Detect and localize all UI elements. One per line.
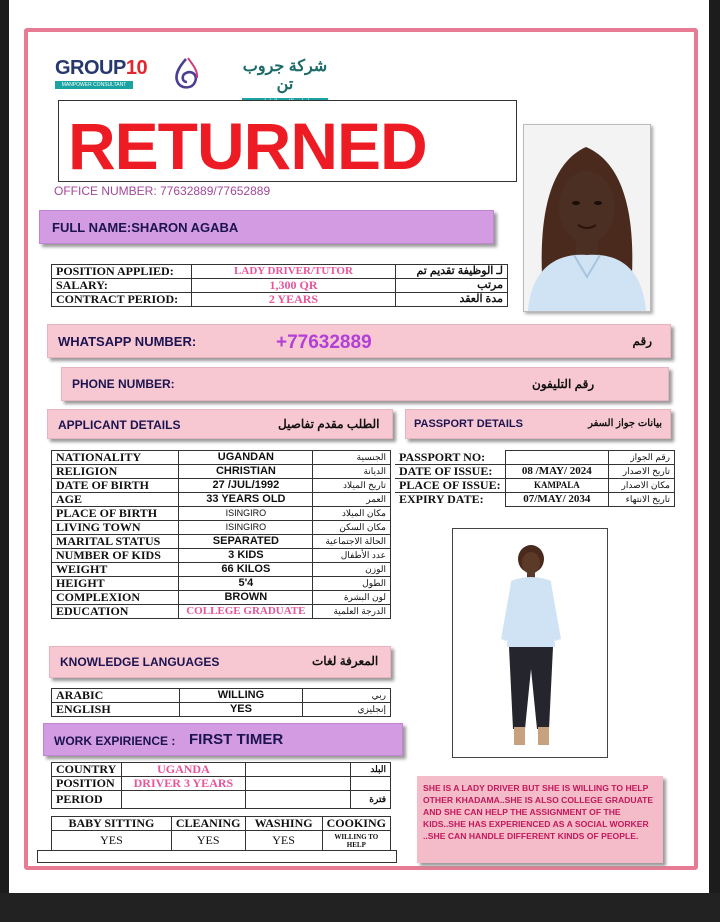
country-value: UGANDA <box>121 763 245 777</box>
position-value: LADY DRIVER/TUTOR <box>192 265 396 279</box>
applicant-table <box>51 450 391 619</box>
arabic-ar: ربي <box>303 689 391 703</box>
position-work-value: DRIVER 3 YEARS <box>121 777 245 791</box>
issue-date-value: 08 /MAY/ 2024 <box>505 465 609 479</box>
table-row <box>52 535 391 549</box>
kids-label: NUMBER OF KIDS <box>52 549 179 563</box>
table-row <box>52 831 391 851</box>
table-row <box>52 763 391 777</box>
logo-text-a: GROUP <box>55 57 126 79</box>
phone-ar: رقم التليفون <box>532 377 595 391</box>
table-row <box>52 703 391 717</box>
full-name-bar <box>39 210 494 244</box>
issue-place-value: KAMPALA <box>505 479 609 493</box>
religion-value: CHRISTIAN <box>179 465 313 479</box>
arabic-value: WILLING <box>179 689 303 703</box>
group10-logo <box>55 57 148 92</box>
expiry-ar: تاريخ الانتهاء <box>609 493 675 507</box>
pob-value: ISINGIRO <box>179 507 313 521</box>
pob-ar: مكان الميلاد <box>313 507 391 521</box>
swirl-logo-icon <box>168 56 204 92</box>
table-row <box>395 479 675 493</box>
salary-value: 1,300 QR <box>192 279 396 293</box>
contract-value: 2 YEARS <box>192 293 396 307</box>
height-label: HEIGHT <box>52 577 179 591</box>
living-town-ar: مكان السكن <box>313 521 391 535</box>
table-row <box>395 493 675 507</box>
pob-label: PLACE OF BIRTH <box>52 507 179 521</box>
weight-ar: الوزن <box>313 563 391 577</box>
salary-label: SALARY: <box>52 279 192 293</box>
passport-details-bar <box>405 409 671 439</box>
table-row <box>52 293 508 307</box>
marital-label: MARITAL STATUS <box>52 535 179 549</box>
age-label: AGE <box>52 493 179 507</box>
passport-no-value <box>505 451 609 465</box>
table-row <box>52 493 391 507</box>
passport-details-label: PASSPORT DETAILS <box>414 418 523 430</box>
position-work-ar <box>351 777 391 791</box>
table-row <box>52 577 391 591</box>
bottom-strip <box>0 893 720 922</box>
position-label: POSITION APPLIED: <box>52 265 192 279</box>
english-value: YES <box>179 703 303 717</box>
work-experience-value: FIRST TIMER <box>189 731 284 748</box>
table-row <box>395 451 675 465</box>
passport-no-ar: رقم الجواز <box>609 451 675 465</box>
english-ar: إنجليزي <box>303 703 391 717</box>
table-row <box>395 465 675 479</box>
living-town-label: LIVING TOWN <box>52 521 179 535</box>
complexion-label: COMPLEXION <box>52 591 179 605</box>
skill-header: BABY SITTING <box>52 817 172 831</box>
table-row <box>52 549 391 563</box>
table-row <box>52 479 391 493</box>
passport-details-ar: بيانات جواز السفر <box>588 418 662 429</box>
dob-ar: تاريخ الميلاد <box>313 479 391 493</box>
kids-ar: عدد الأطفال <box>313 549 391 563</box>
marital-value: SEPARATED <box>179 535 313 549</box>
full-name: FULL NAME:SHARON AGABA <box>52 220 239 235</box>
full-body-photo <box>452 528 608 758</box>
table-row <box>52 689 391 703</box>
table-row <box>52 451 391 465</box>
whatsapp-number: +77632889 <box>276 332 372 353</box>
nationality-ar: الجنسية <box>313 451 391 465</box>
remarks-note: SHE IS A LADY DRIVER BUT SHE IS WILLING TO HELP OTHER KHADAMA..SHE IS ALSO COLLEGE GRADUATE AND SHE CAN HELP THE ASSIGNMENT OF THE KIDS..SHE HAS EXPERIENCED AS A SOCIAL WORKER ..SHE CAN HANDLE DIFFERENT KINDS OF PEOPLE. <box>417 776 663 863</box>
languages-ar: المعرفة لغات <box>312 654 379 668</box>
dob-value: 27 /JUL/1992 <box>179 479 313 493</box>
arabic-logo-text: شركة جروب تن <box>242 58 328 93</box>
arabic-label: ARABIC <box>52 689 180 703</box>
contract-ar: مدة العقد <box>396 293 508 307</box>
kids-value: 3 KIDS <box>179 549 313 563</box>
education-ar: الدرجة العلمية <box>313 605 391 619</box>
weight-label: WEIGHT <box>52 563 179 577</box>
table-row <box>52 591 391 605</box>
work-experience-bar <box>43 723 403 756</box>
skills-table <box>51 816 391 851</box>
complexion-value: BROWN <box>179 591 313 605</box>
table-row <box>52 507 391 521</box>
country-label: COUNTRY <box>52 763 122 777</box>
country-ar: البلد <box>351 763 391 777</box>
phone-bar <box>61 367 669 401</box>
applicant-details-bar <box>47 409 393 439</box>
skill-value: YES <box>245 831 322 851</box>
skill-value: YES <box>52 831 172 851</box>
position-work-label: POSITION <box>52 777 122 791</box>
skill-value: YES <box>171 831 245 851</box>
table-row <box>52 279 508 293</box>
skill-header: CLEANING <box>171 817 245 831</box>
dob-label: DATE OF BIRTH <box>52 479 179 493</box>
age-value: 33 YEARS OLD <box>179 493 313 507</box>
period-value <box>121 791 245 809</box>
issue-date-ar: تاريخ الاصدار <box>609 465 675 479</box>
applicant-details-label: APPLICANT DETAILS <box>58 418 181 432</box>
languages-table <box>51 688 391 717</box>
period-label: PERIOD <box>52 791 122 809</box>
position-ar: لـ الوظيفة تقديم تم <box>396 265 508 279</box>
complexion-ar: لون البشرة <box>313 591 391 605</box>
salary-ar: مرتب <box>396 279 508 293</box>
education-value: COLLEGE GRADUATE <box>179 605 313 619</box>
english-label: ENGLISH <box>52 703 180 717</box>
table-row <box>52 563 391 577</box>
phone-label: PHONE NUMBER: <box>72 377 175 391</box>
nationality-label: NATIONALITY <box>52 451 179 465</box>
work-table <box>51 762 391 809</box>
age-ar: العمر <box>313 493 391 507</box>
marital-ar: الحالة الاجتماعية <box>313 535 391 549</box>
applicant-details-ar: الطلب مقدم تفاصيل <box>278 417 380 431</box>
work-experience-label: WORK EXPIRIENCE : <box>54 734 176 748</box>
skill-value: WILLING TO HELP <box>322 831 390 851</box>
table-row <box>52 521 391 535</box>
logo-text-b: 10 <box>125 57 148 79</box>
issue-place-ar: مكان الاصدار <box>609 479 675 493</box>
empty-row <box>37 850 397 863</box>
weight-value: 66 KILOS <box>179 563 313 577</box>
arabic-logo <box>242 58 328 94</box>
whatsapp-bar <box>47 324 671 358</box>
portrait-photo <box>523 124 651 312</box>
expiry-label: EXPIRY DATE: <box>399 492 484 507</box>
returned-stamp: RETURNED <box>68 109 427 183</box>
issue-place-label: PLACE OF ISSUE: <box>395 479 505 493</box>
whatsapp-label: WHATSAPP NUMBER: <box>58 334 197 349</box>
nationality-value: UGANDAN <box>179 451 313 465</box>
table-row <box>52 265 508 279</box>
languages-label: KNOWLEDGE LANGUAGES <box>60 655 220 669</box>
issue-date-label: DATE OF ISSUE: <box>395 465 505 479</box>
living-town-value: ISINGIRO <box>179 521 313 535</box>
languages-bar <box>49 646 391 678</box>
religion-ar: الديانة <box>313 465 391 479</box>
whatsapp-ar: رقم <box>632 334 652 348</box>
height-ar: الطول <box>313 577 391 591</box>
religion-label: RELIGION <box>52 465 179 479</box>
office-number: OFFICE NUMBER: 77632889/77652889 <box>54 184 271 198</box>
passport-table <box>395 450 675 507</box>
passport-no-label: PASSPORT NO: <box>395 451 505 465</box>
table-row <box>52 777 391 791</box>
period-ar: فترة <box>351 791 391 809</box>
logo-subtitle: MANPOWER CONSULTANT <box>55 81 133 89</box>
table-row <box>52 791 391 809</box>
education-label: EDUCATION <box>52 605 179 619</box>
expiry-value: 07/MAY/ 2034 <box>505 493 609 507</box>
table-row <box>52 817 391 831</box>
skill-header: COOKING <box>322 817 390 831</box>
skill-header: WASHING <box>245 817 322 831</box>
position-table <box>51 264 508 307</box>
table-row <box>52 605 391 619</box>
height-value: 5'4 <box>179 577 313 591</box>
table-row <box>52 465 391 479</box>
contract-label: CONTRACT PERIOD: <box>52 293 192 307</box>
